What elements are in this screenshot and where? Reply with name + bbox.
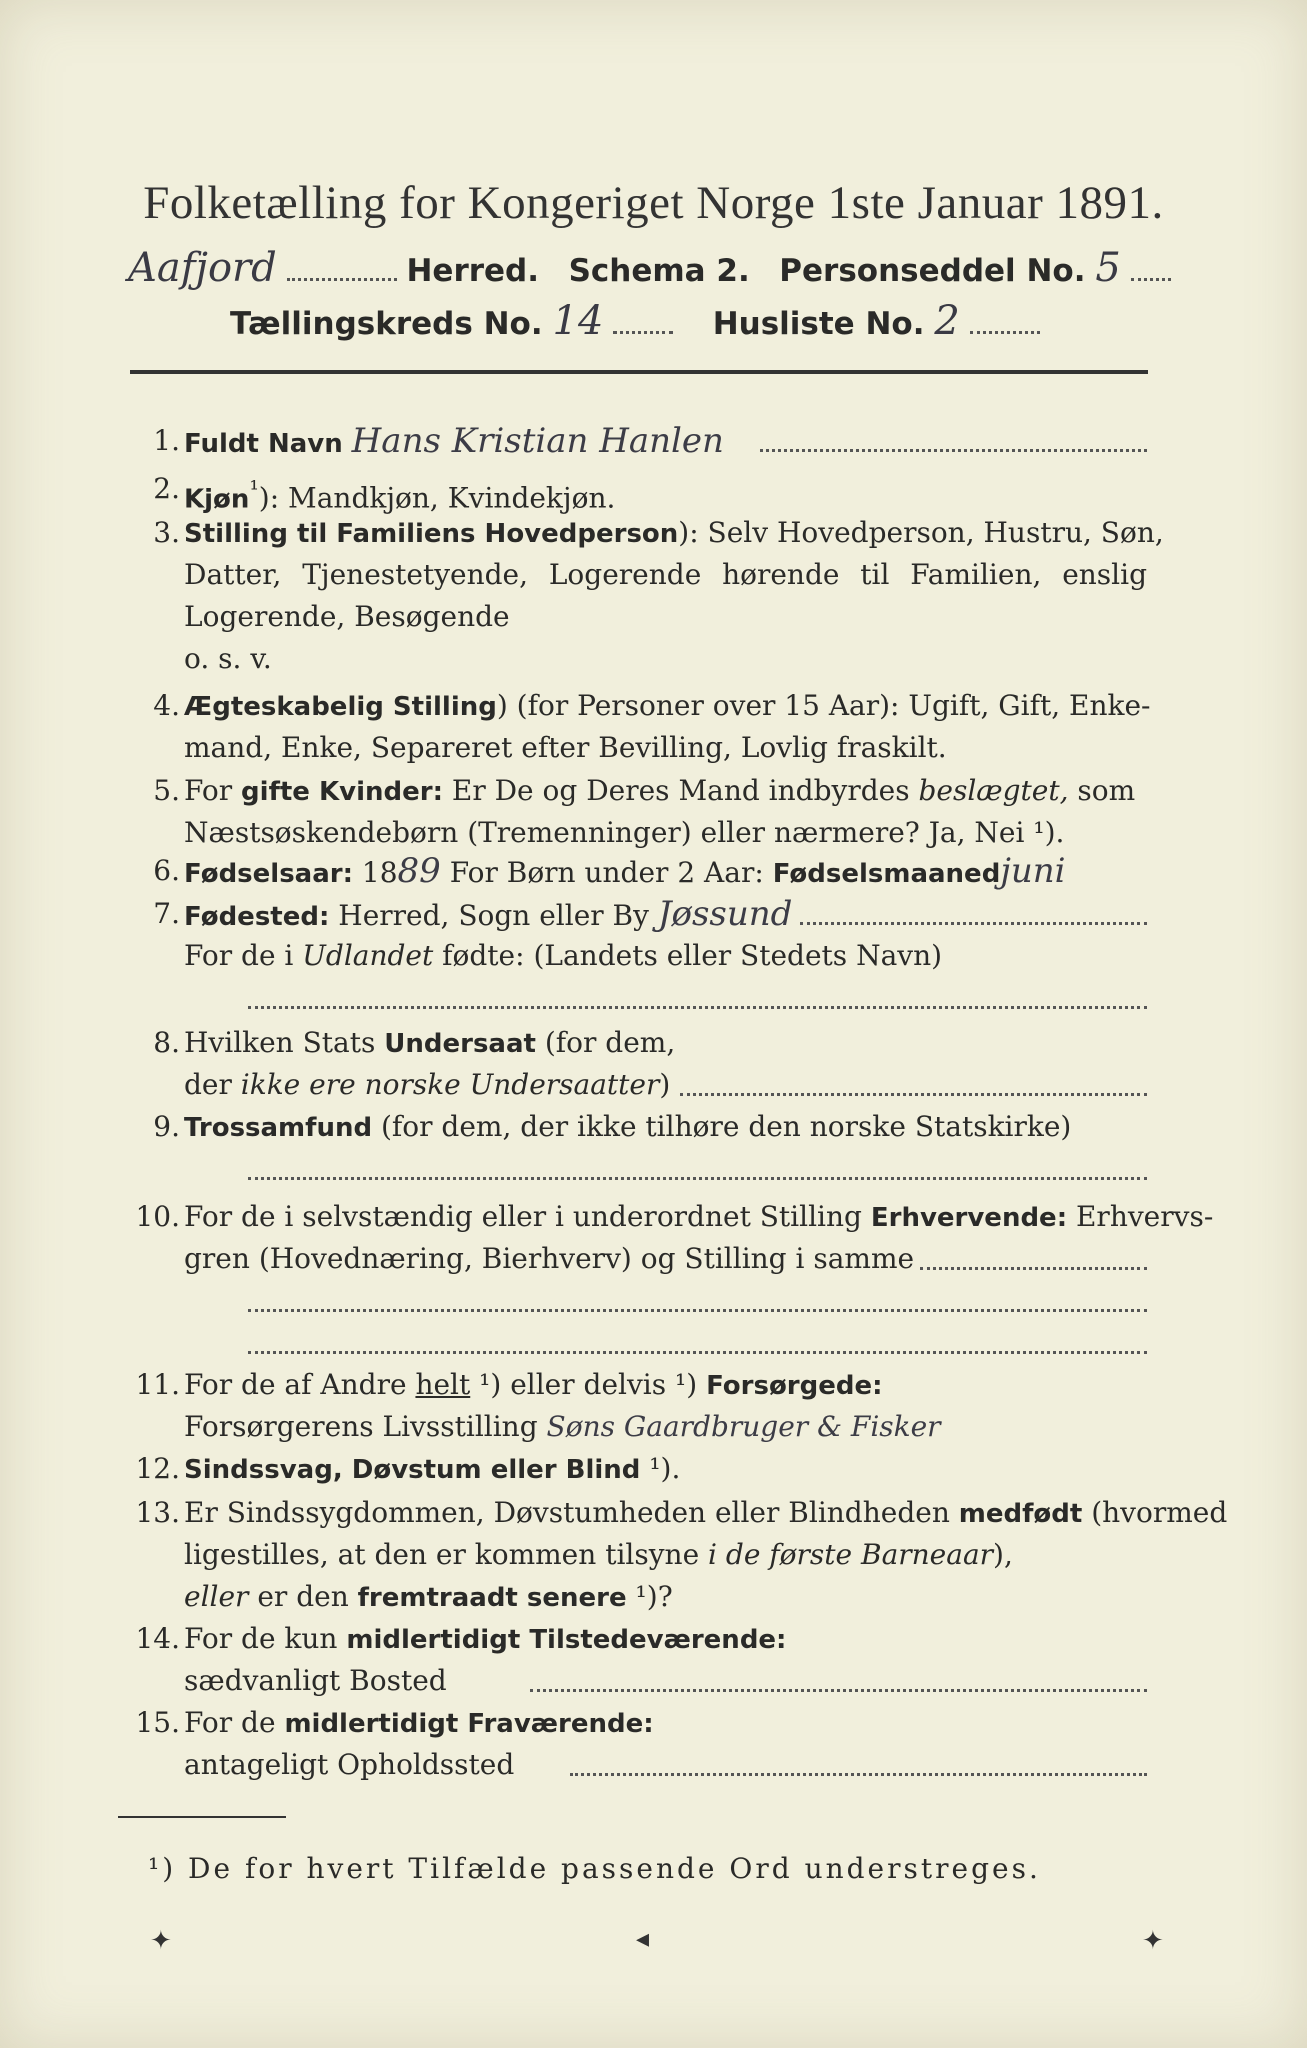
item-text: ¹) eller delvis ¹)	[470, 1368, 707, 1401]
full-name-value: Hans Kristian Hanlen	[351, 421, 724, 461]
dotted-leader	[970, 331, 1040, 334]
item-label: fremtraadt senere	[357, 1583, 627, 1613]
item-text: helt	[415, 1368, 471, 1401]
item-text: Udlandet	[302, 939, 434, 972]
item-text: Forsørgerens Livsstilling	[184, 1410, 538, 1443]
birth-month-value: juni	[1000, 851, 1066, 891]
item-text: (for dem, der ikke tilhøre den norske Statskirke)	[372, 1110, 1072, 1143]
item-text: Er Sindssygdommen, Døvstumheden eller Blindheden	[184, 1496, 959, 1529]
item-label: Ægteskabelig Stilling	[184, 692, 497, 722]
item-text: o. s. v.	[184, 642, 272, 675]
item-number: 10.	[135, 1200, 180, 1233]
item-text: som	[1068, 774, 1136, 807]
item-number: 12.	[135, 1452, 180, 1485]
item-text: Hvilken Stats	[184, 1026, 385, 1059]
footnote-ref: ¹	[249, 475, 259, 503]
item-text: gren (Hovednæring, Bierhverv) og Stilling i samme	[184, 1242, 915, 1275]
item-label: Stilling til Familiens Hovedperson	[184, 519, 679, 549]
corner-mark-center-icon: ◂	[636, 1924, 650, 1954]
item-label: Sindssvag, Døvstum eller Blind	[184, 1455, 641, 1485]
item-4	[120, 685, 1151, 769]
item-text: ): Mandkjøn, Kvindekjøn.	[258, 481, 616, 515]
item-label: Undersaat	[384, 1029, 536, 1059]
item-12	[120, 1448, 1147, 1490]
item-13	[120, 1492, 1228, 1618]
item-7	[120, 893, 1147, 1019]
item-number: 6.	[153, 854, 180, 887]
kreds-label: Tællingskreds No.	[230, 306, 543, 342]
item-number: 9.	[153, 1110, 180, 1143]
item-text: Herred, Sogn eller By	[329, 899, 649, 932]
item-text: der	[184, 1068, 241, 1101]
item-text: (hvormed	[1082, 1496, 1228, 1529]
item-text: For	[184, 774, 242, 807]
herred-value: Aafjord	[128, 245, 277, 291]
item-6	[120, 850, 1147, 892]
item-1	[120, 420, 1147, 462]
corner-mark-right-icon: ✦	[1142, 1926, 1164, 1956]
item-text: ligestilles, at den er kommen tilsyne	[184, 1538, 709, 1571]
provider-occupation-value: Søns Gaardbruger & Fisker	[546, 1410, 941, 1443]
item-label: Kjøn	[184, 484, 250, 515]
item-11	[120, 1364, 1147, 1448]
item-text: For de kun	[184, 1622, 347, 1655]
dotted-leader	[248, 1351, 1147, 1354]
item-text: Er De og Deres Mand indbyrdes	[442, 774, 919, 807]
item-text: For de i selvstændig eller i underordnet Stilling	[184, 1200, 871, 1233]
item-8	[120, 1022, 1147, 1106]
item-label: midlertidigt Tilstedeværende:	[346, 1625, 787, 1655]
dotted-leader	[248, 1309, 1147, 1312]
herred-label: Herred.	[406, 253, 540, 289]
item-label: Trossamfund	[184, 1113, 373, 1143]
item-label: Erhvervende:	[870, 1203, 1068, 1233]
item-number: 13.	[135, 1496, 180, 1529]
item-text: )	[659, 1068, 671, 1101]
item-number: 5.	[153, 774, 180, 807]
item-text: Datter, Tjenestetyende, Logerende hørende til Familien, enslig	[184, 558, 1147, 591]
husliste-value: 2	[934, 298, 960, 344]
item-text: Erhvervs-	[1067, 1200, 1214, 1233]
kreds-value: 14	[552, 298, 604, 344]
item-text: 18	[353, 856, 398, 889]
dotted-leader	[248, 1006, 1147, 1009]
item-14	[120, 1618, 1147, 1702]
item-text: For de i	[184, 939, 303, 972]
item-text: fødte: (Landets eller Stedets Navn)	[433, 939, 943, 972]
item-15	[120, 1702, 1147, 1786]
item-9	[120, 1106, 1147, 1190]
item-10	[120, 1196, 1214, 1364]
item-5	[120, 770, 1147, 854]
item-number: 7.	[153, 897, 180, 930]
item-2	[120, 468, 1147, 515]
item-label: Fødested:	[184, 902, 330, 932]
item-text: i de første Barneaar	[708, 1538, 994, 1571]
herred-row	[128, 245, 1171, 291]
dotted-leader	[613, 331, 673, 334]
item-number: 4.	[153, 689, 180, 722]
footnote-rule	[118, 1816, 286, 1818]
item-text: mand, Enke, Separeret efter Bevilling, Lovlig fraskilt.	[184, 731, 947, 764]
item-label: midlertidigt Fraværende:	[284, 1709, 654, 1739]
dotted-leader	[760, 449, 1147, 452]
item-text: For de af Andre	[184, 1368, 416, 1401]
dotted-leader	[1131, 278, 1171, 281]
corner-mark-left-icon: ✦	[150, 1926, 172, 1956]
item-number: 14.	[135, 1622, 180, 1655]
item-text: sædvanligt Bosted	[184, 1664, 447, 1697]
item-number: 3.	[153, 516, 180, 549]
dotted-leader	[570, 1773, 1147, 1776]
personseddel-label: Personseddel No.	[779, 253, 1086, 289]
dotted-leader	[530, 1689, 1147, 1692]
footnote: ¹) De for hvert Tilfælde passende Ord understreges.	[148, 1852, 1041, 1885]
item-number: 2.	[153, 472, 180, 505]
birthplace-value: Jøssund	[657, 894, 793, 934]
item-text: For de	[184, 1706, 285, 1739]
dotted-leader	[800, 922, 1147, 925]
item-text: Logerende, Besøgende	[184, 600, 510, 633]
dotted-leader	[680, 1093, 1147, 1096]
item-label: Forsørgede:	[706, 1371, 883, 1401]
item-number: 8.	[153, 1026, 180, 1059]
dotted-leader	[287, 278, 397, 281]
item-3	[120, 512, 1164, 680]
item-text: ): Selv Hovedperson, Hustru, Søn,	[678, 516, 1164, 549]
kreds-row	[230, 298, 1040, 344]
item-number: 1.	[153, 424, 180, 457]
item-text: er den	[248, 1580, 358, 1613]
item-text: eller	[184, 1580, 249, 1613]
header-rule	[130, 370, 1148, 374]
item-label: gifte Kvinder:	[241, 777, 443, 807]
birth-year-value: 89	[397, 851, 441, 891]
dotted-leader	[248, 1177, 1147, 1180]
item-text: ¹).	[640, 1452, 681, 1485]
item-text: Næstsøskendebørn (Tremenninger) eller nærmere? Ja, Nei ¹).	[184, 816, 1065, 849]
item-label: Fuldt Navn	[184, 429, 343, 459]
husliste-label: Husliste No.	[712, 306, 925, 342]
item-label: medfødt	[958, 1499, 1083, 1529]
item-text: ),	[993, 1538, 1013, 1571]
item-text: ) (for Personer over 15 Aar): Ugift, Gift, Enke-	[496, 689, 1151, 722]
item-text: ikke ere norske Undersaatter	[240, 1068, 660, 1101]
item-label: Fødselsaar:	[184, 859, 353, 889]
item-label: Fødselsmaaned	[772, 859, 1001, 889]
item-text: beslægtet,	[918, 774, 1069, 807]
personseddel-value: 5	[1095, 245, 1121, 291]
item-text: antageligt Opholdssted	[184, 1748, 515, 1781]
schema-label: Schema 2.	[568, 253, 750, 289]
item-number: 15.	[135, 1706, 180, 1739]
form-title: Folketælling for Kongeriget Norge 1ste Januar 1891.	[143, 177, 1164, 229]
item-number: 11.	[135, 1368, 180, 1401]
dotted-leader	[920, 1267, 1147, 1270]
item-text: ¹)?	[626, 1580, 673, 1613]
item-text: (for dem,	[535, 1026, 676, 1059]
item-text: For Børn under 2 Aar:	[440, 856, 773, 889]
